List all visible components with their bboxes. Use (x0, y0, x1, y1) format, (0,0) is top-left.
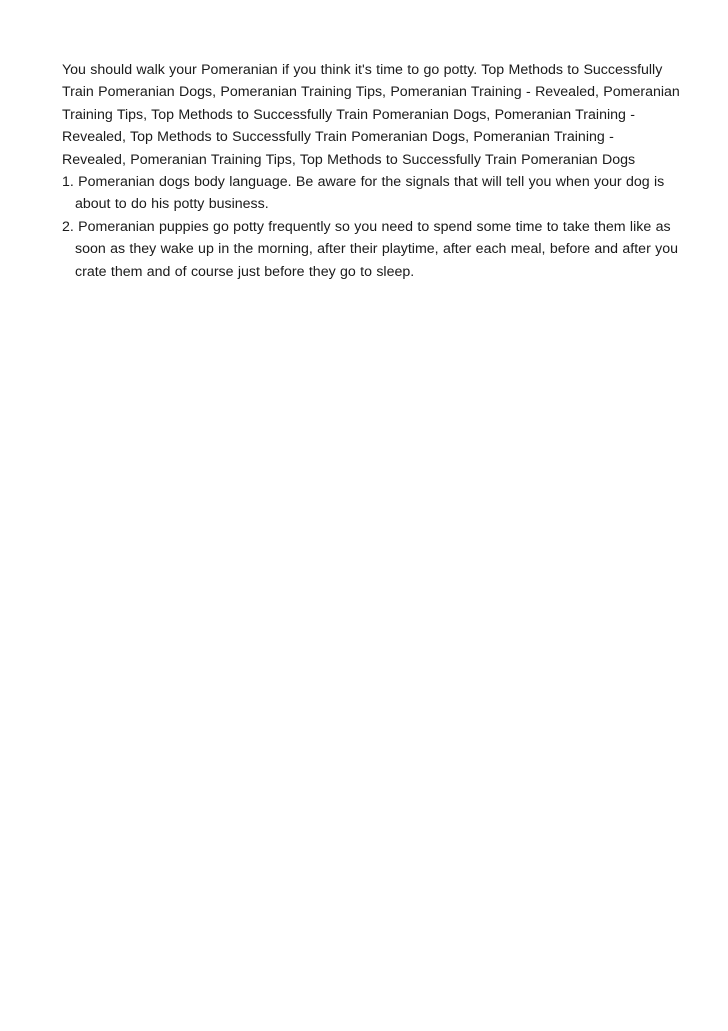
tips-list (62, 171, 682, 283)
list-item: 1. Pomeranian dogs body language. Be aware for the signals that will tell you when your dog is about to do his potty business. (62, 174, 665, 213)
list-item: 2. Pomeranian puppies go potty frequently so you need to spend some time to take them like as soon as they wake up in the morning, after their playtime, after each meal, before and after you crate them and of course just before they go to sleep. (62, 218, 679, 280)
intro-paragraph: You should walk your Pomeranian if you think it's time to go potty. Top Methods to Successfully Train Pomeranian Dogs, Pomeranian Training Tips, Pomeranian Training - Revealed, Pomeranian Training Tips, Top Methods to Successfully Train Pomeranian Dogs, Pomeranian Training - Revealed, Top Methods to Successfully Train Pomeranian Dogs, Pomeranian Training - Revealed, Pomeranian Training Tips, Top Methods to Successfully Train Pomeranian Dogs (62, 62, 680, 168)
document-body (62, 59, 682, 283)
